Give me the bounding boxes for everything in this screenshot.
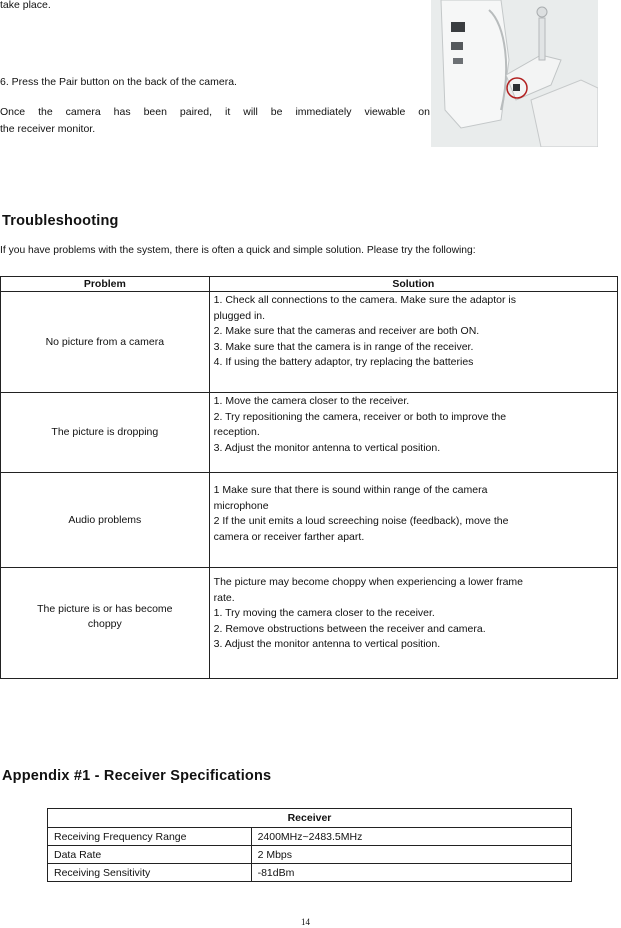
receiver-header: Receiver <box>48 809 572 828</box>
solution-column-header: Solution <box>209 277 617 292</box>
solution-line: 1. Check all connections to the camera. Make sure the adaptor is <box>213 294 516 306</box>
table-header-row <box>1 277 618 292</box>
solution-line: camera or receiver farther apart. <box>213 530 365 543</box>
intro-top-line: take place. <box>0 0 51 11</box>
solution-line: rate. <box>213 591 235 604</box>
spec-value: -81dBm <box>251 864 571 882</box>
troubleshooting-table <box>0 276 618 679</box>
solution-cell <box>209 292 617 393</box>
table-row <box>48 828 572 846</box>
camera-photo <box>431 0 598 147</box>
paired-text-line1: Once the camera has been paired, it will be immediately viewable on <box>0 106 430 118</box>
solution-line: 2. Make sure that the cameras and receiver are both ON. <box>213 325 480 337</box>
problem-cell: No picture from a camera <box>1 292 210 393</box>
troubleshooting-heading: Troubleshooting <box>2 213 119 229</box>
table-row <box>1 473 618 568</box>
table-row <box>1 292 618 393</box>
spec-value: 2 Mbps <box>251 846 571 864</box>
solution-line: 2. Try repositioning the camera, receiver or both to improve the <box>213 410 507 423</box>
spec-header-row <box>48 809 572 828</box>
paired-text-line2: the receiver monitor. <box>0 123 96 135</box>
solution-line: The picture may become choppy when experiencing a lower frame <box>213 576 523 588</box>
spec-value: 2400MHz~2483.5MHz <box>251 828 571 846</box>
receiver-spec-table <box>47 808 572 882</box>
solution-line: 1. Try moving the camera closer to the receiver. <box>213 607 435 619</box>
table-row <box>1 568 618 679</box>
problem-line: choppy <box>87 618 122 630</box>
table-row <box>48 864 572 882</box>
solution-line: 4. If using the battery adaptor, try replacing the batteries <box>213 356 474 368</box>
solution-cell <box>209 568 617 679</box>
spec-label: Data Rate <box>48 846 252 864</box>
table-row <box>1 393 618 473</box>
solution-line: 2. Remove obstructions between the receiver and camera. <box>213 622 486 635</box>
problem-cell: The picture is dropping <box>1 393 210 473</box>
problem-cell: Audio problems <box>1 473 210 568</box>
solution-line: microphone <box>213 499 269 512</box>
table-row <box>48 846 572 864</box>
spec-label: Receiving Sensitivity <box>48 864 252 882</box>
page-number: 14 <box>301 917 310 927</box>
spec-label: Receiving Frequency Range <box>48 828 252 846</box>
solution-line: plugged in. <box>213 309 266 322</box>
problem-line: The picture is or has become <box>37 603 173 615</box>
appendix-heading: Appendix #1 - Receiver Specifications <box>2 768 272 784</box>
problem-column-header: Problem <box>1 277 210 292</box>
solution-line: 2 If the unit emits a loud screeching noise (feedback), move the <box>213 515 509 527</box>
step-6-text: 6. Press the Pair button on the back of the camera. <box>0 76 237 88</box>
problem-cell <box>1 568 210 679</box>
solution-line: 3. Adjust the monitor antenna to vertical position. <box>213 638 441 650</box>
solution-line: 3. Adjust the monitor antenna to vertical position. <box>213 441 441 454</box>
solution-cell <box>209 473 617 568</box>
troubleshooting-intro: If you have problems with the system, there is often a quick and simple solution. Please try the following: <box>0 245 476 256</box>
camera-illustration <box>431 0 598 147</box>
solution-line: 1 Make sure that there is sound within range of the camera <box>213 484 488 496</box>
solution-line: 1. Move the camera closer to the receiver. <box>213 395 410 407</box>
solution-line: reception. <box>213 426 260 438</box>
solution-line: 3. Make sure that the camera is in range of the receiver. <box>213 340 474 353</box>
solution-cell <box>209 393 617 473</box>
